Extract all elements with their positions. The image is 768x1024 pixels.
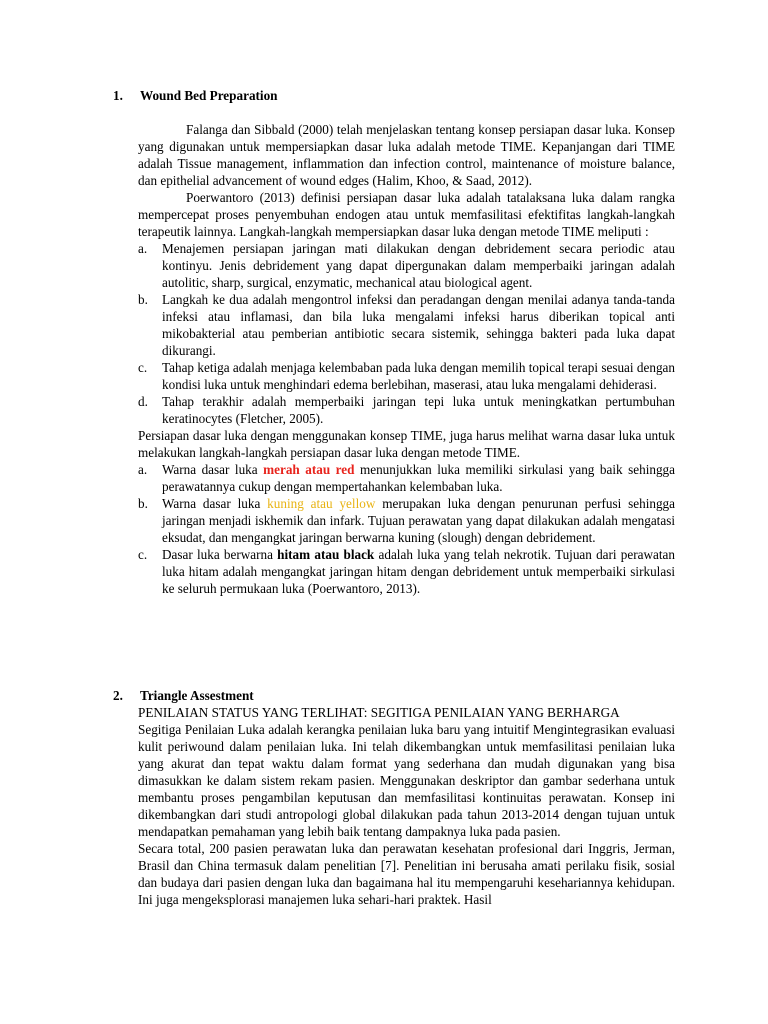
section-1-body [138,121,675,597]
list-item [138,461,675,495]
section-2-heading [113,687,254,704]
list-item-text-after: menunjukkan luka memiliki sirkulasi yang baik sehingga perawatannya cukup dengan mempertahankan kelembaban luka. [162,462,675,494]
list-item [138,393,675,427]
list-item [138,495,675,546]
list-marker: a. [138,462,148,477]
red-color-term: merah atau red [263,462,355,477]
section-1-paragraph-1: Falanga dan Sibbald (2000) telah menjelaskan tentang konsep persiapan dasar luka. Konsep yang digunakan untuk mempersiapkan dasar luka adalah metode TIME. Kepanjangan dari TIME adalah Tissue management, inflammation dan infection control, maintenance of moisture balance, dan epithelial advancement of wound edges (Halim, Khoo, & Saad, 2012). [138,122,675,188]
section-2-number: 2. [113,688,123,703]
list-item-text-after: merupakan luka dengan penurunan perfusi sehingga jaringan menjadi iskhemik dan infark. Tujuan perawatan yang dapat dilakukan adalah mengatasi eksudat, dan mengangkat jaringan berwarna kuning (slough) dengan debridement. [162,496,675,545]
list-item-text: Tahap ketiga adalah menjaga kelembaban pada luka dengan memilih topical terapi sesuai dengan kondisi luka untuk menghindari edema berlebihan, maserasi, atau luka mengalami dehiderasi. [162,360,675,392]
time-steps-list [138,240,675,427]
list-item-text-before: Warna dasar luka [162,462,264,477]
section-2-subtitle: PENILAIAN STATUS YANG TERLIHAT: SEGITIGA PENILAIAN YANG BERHARGA [138,705,620,720]
section-1-paragraph-2: Poerwantoro (2013) definisi persiapan dasar luka adalah tatalaksana luka dalam rangka mempercepat proses penyembuhan endogen atau untuk memfasilitasi efektifitas langkah-langkah terapeutik lainnya. Langkah-langkah mempersiapkan dasar luka dengan metode TIME meliputi : [138,190,675,239]
list-item [138,546,675,597]
section-2-title: Triangle Assestment [140,688,254,703]
list-marker: d. [138,394,148,409]
list-marker: b. [138,292,148,307]
section-1-number: 1. [113,88,123,103]
list-marker: c. [138,547,148,562]
yellow-color-term: kuning atau yellow [267,496,376,511]
list-item-text-before: Dasar luka berwarna [162,547,278,562]
section-2-paragraph-1: Segitiga Penilaian Luka adalah kerangka penilaian luka baru yang intuitif Mengintegrasikan evaluasi kulit periwound dalam penilaian luka. Ini telah dikembangkan untuk memfasilitasi penilaian luka yang akurat dan tepat waktu dalam format yang sederhana dan mudah digunakan yang bisa dimasukkan ke dalam sistem rekam pasien. Menggunakan deskriptor dan gambar sederhana untuk membantu proses pengambilan keputusan dan memfasilitasi kontinuitas perawatan. Konsep ini dikembangkan dari studi antropologi global dilakukan pada tahun 2013-2014 dengan tujuan untuk mendapatkan pemahaman yang lebih baik tentang dampaknya luka pada pasien. [138,722,675,839]
list-item-text: Tahap terakhir adalah memperbaiki jaringan tepi luka untuk meningkatkan pertumbuhan keratinocytes (Fletcher, 2005). [162,394,675,426]
section-1-title: Wound Bed Preparation [140,88,278,103]
list-item-text-after: adalah luka yang telah nekrotik. Tujuan dari perawatan luka hitam adalah mengangkat jaringan hitam dengan debridement untuk memperbaiki sirkulasi ke seluruh permukaan luka (Poerwantoro, 2013). [162,547,675,596]
list-item-text: Langkah ke dua adalah mengontrol infeksi dan peradangan dengan menilai adanya tanda-tanda infeksi atau inflamasi, dan bila luka mengalami infeksi harus diberikan topical anti mikobakterial atau pemberian antibiotic secara sistemik, sehingga bakteri pada luka dapat dikurangi. [162,292,675,358]
list-marker: b. [138,496,148,511]
list-item [138,291,675,359]
section-2-paragraph-2: Secara total, 200 pasien perawatan luka dan perawatan kesehatan profesional dari Inggris, Jerman, Brasil dan China termasuk dalam penelitian [7]. Penelitian ini berusaha amati perilaku fisik, sosial dan budaya dari pasien dengan luka dan bagaimana hal itu mempengaruhi kesehariannya kehidupan. Ini juga mengeksplorasi manajemen luka sehari-hari praktek. Hasil [138,841,675,907]
section-2-body [138,704,675,908]
list-item [138,359,675,393]
list-marker: a. [138,241,148,256]
list-marker: c. [138,360,148,375]
section-1-paragraph-3: Persiapan dasar luka dengan menggunakan konsep TIME, juga harus melihat warna dasar luka untuk melakukan langkah-langkah persiapan dasar luka dengan metode TIME. [138,428,675,460]
list-item-text-before: Warna dasar luka [162,496,268,511]
section-1-heading [113,87,278,104]
wound-color-list [138,461,675,597]
black-color-term: hitam atau black [277,547,375,562]
list-item-text: Menajemen persiapan jaringan mati dilakukan dengan debridement secara periodic atau kontinyu. Jenis debridement yang dapat dipergunakan dalam memperbaiki jaringan adalah autolitic, sharp, surgical, enzymatic, mechanical atau biological agent. [162,241,675,290]
list-item [138,240,675,291]
